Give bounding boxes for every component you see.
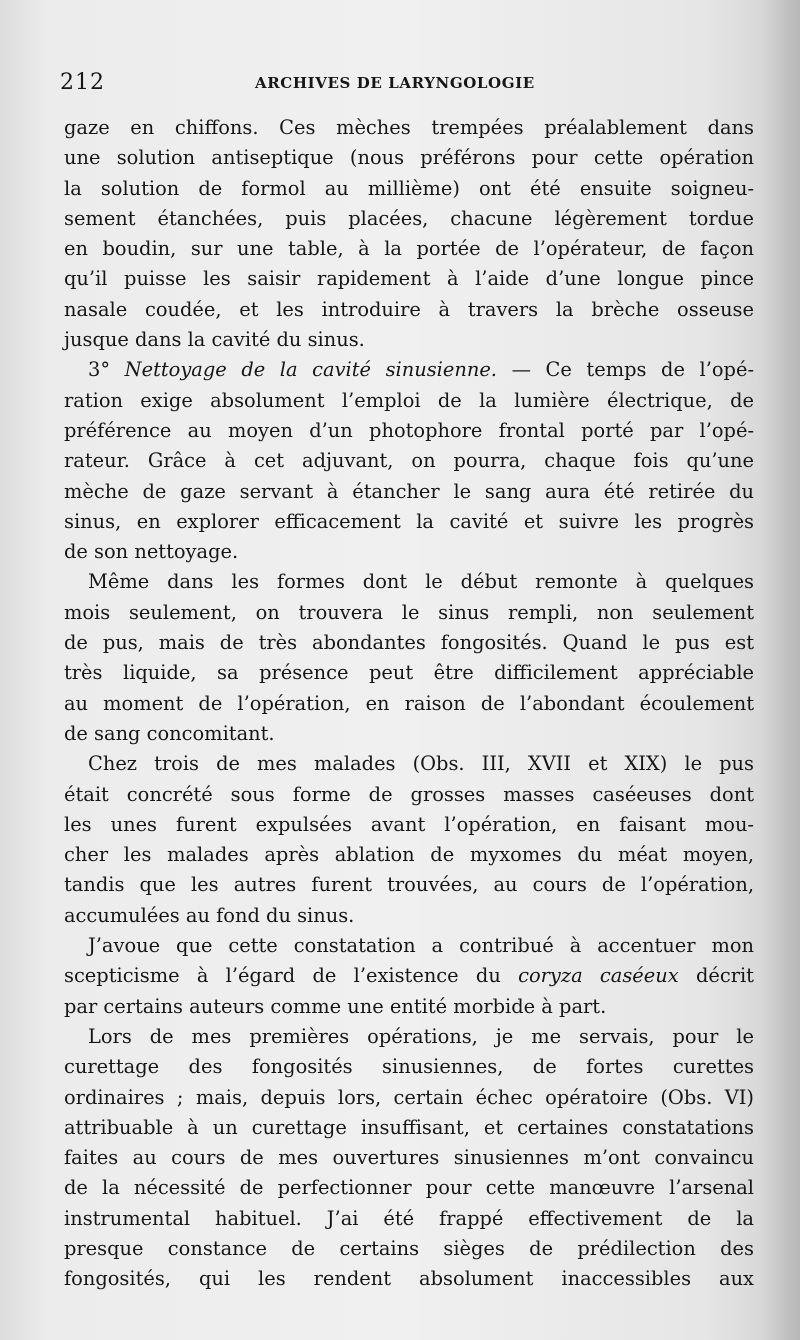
section-title: Nettoyage de la cavité sinusienne. xyxy=(124,358,497,382)
text-fragment: — Ce temps de l’opé- xyxy=(511,358,754,382)
paragraph-1 xyxy=(64,113,754,355)
paragraph-4 xyxy=(64,749,754,931)
paragraph-2 xyxy=(64,355,754,567)
text-line: les unes furent expulsées avant l’opération, en faisant mou- xyxy=(64,812,754,836)
text-line: de sang concomitant. xyxy=(64,721,275,745)
text-line: cher les malades après ablation de myxomes du méat moyen, xyxy=(64,843,754,867)
running-head: ARCHIVES DE LARYNGOLOGIE xyxy=(255,74,535,92)
text-line: au moment de l’opération, en raison de l’abondant écoulement xyxy=(64,691,754,715)
text-line: tandis que les autres furent trouvées, au cours de l’opération, xyxy=(64,873,754,897)
text-line: gaze en chiffons. Ces mèches trempées préalablement dans xyxy=(64,116,754,139)
text-fragment: scepticisme à l’égard de l’existence du xyxy=(64,964,501,988)
text-line: fongosités, qui les rendent absolument inaccessibles aux xyxy=(64,1267,754,1291)
text-line: faites au cours de mes ouvertures sinusiennes m’ont convaincu xyxy=(64,1146,754,1170)
text-line: mèche de gaze servant à étancher le sang aura été retirée du xyxy=(64,479,754,503)
section-number: 3° xyxy=(88,358,111,382)
paragraph-3 xyxy=(64,567,754,749)
paragraph-6 xyxy=(64,1022,754,1295)
section-heading-line xyxy=(64,355,754,385)
italic-term: coryza caséeux xyxy=(518,964,679,988)
text-line: jusque dans la cavité du sinus. xyxy=(64,328,365,352)
text-line: de la nécessité de perfectionner pour cette manœuvre l’arsenal xyxy=(64,1176,754,1200)
text-line: instrumental habituel. J’ai été frappé effectivement de la xyxy=(64,1206,754,1230)
text-line: J’avoue que cette constatation a contribué à accentuer mon xyxy=(88,934,754,958)
text-line: Chez trois de mes malades (Obs. III, XVII et XIX) le pus xyxy=(88,752,754,776)
text-line: ration exige absolument l’emploi de la lumière électrique, de xyxy=(64,388,754,412)
text-line: de son nettoyage. xyxy=(64,540,239,564)
text-line: sement étanchées, puis placées, chacune légèrement tordue xyxy=(64,206,754,230)
text-line: Même dans les formes dont le début remonte à quelques xyxy=(88,570,754,594)
text-fragment: décrit xyxy=(695,964,754,988)
text-line-with-italic xyxy=(64,961,754,991)
text-line: la solution de formol au millième) ont été ensuite soigneu- xyxy=(64,176,754,200)
text-line: ordinaires ; mais, depuis lors, certain échec opératoire (Obs. VI) xyxy=(64,1085,754,1109)
text-line: Lors de mes premières opérations, je me servais, pour le xyxy=(88,1024,754,1048)
text-line: en boudin, sur une table, à la portée de l’opérateur, de façon xyxy=(64,237,754,261)
text-line: rateur. Grâce à cet adjuvant, on pourra, chaque fois qu’une xyxy=(64,449,754,473)
body-text xyxy=(64,113,754,1295)
scan-edge-shadow xyxy=(760,0,800,1340)
text-line: préférence au moyen d’un photophore frontal porté par l’opé- xyxy=(64,418,754,442)
text-line: était concrété sous forme de grosses masses caséeuses dont xyxy=(64,782,754,806)
text-line: presque constance de certains sièges de prédilection des xyxy=(64,1236,754,1260)
text-line: une solution antiseptique (nous préférons pour cette opération xyxy=(64,146,754,170)
text-line: sinus, en explorer efficacement la cavité et suivre les progrès xyxy=(64,509,754,533)
text-line: de pus, mais de très abondantes fongosités. Quand le pus est xyxy=(64,631,754,655)
text-line: nasale coudée, et les introduire à travers la brèche osseuse xyxy=(64,297,754,321)
paragraph-5 xyxy=(64,931,754,1022)
text-line: curettage des fongosités sinusiennes, de fortes curettes xyxy=(64,1055,754,1079)
text-line: par certains auteurs comme une entité morbide à part. xyxy=(64,994,607,1018)
text-line: accumulées au fond du sinus. xyxy=(64,903,355,927)
text-line: attribuable à un curettage insuffisant, et certaines constatations xyxy=(64,1115,754,1139)
text-line: très liquide, sa présence peut être difficilement appréciable xyxy=(64,661,754,685)
text-line: mois seulement, on trouvera le sinus rempli, non seulement xyxy=(64,600,754,624)
text-line: qu’il puisse les saisir rapidement à l’aide d’une longue pince xyxy=(64,267,754,291)
page-number: 212 xyxy=(60,70,105,95)
